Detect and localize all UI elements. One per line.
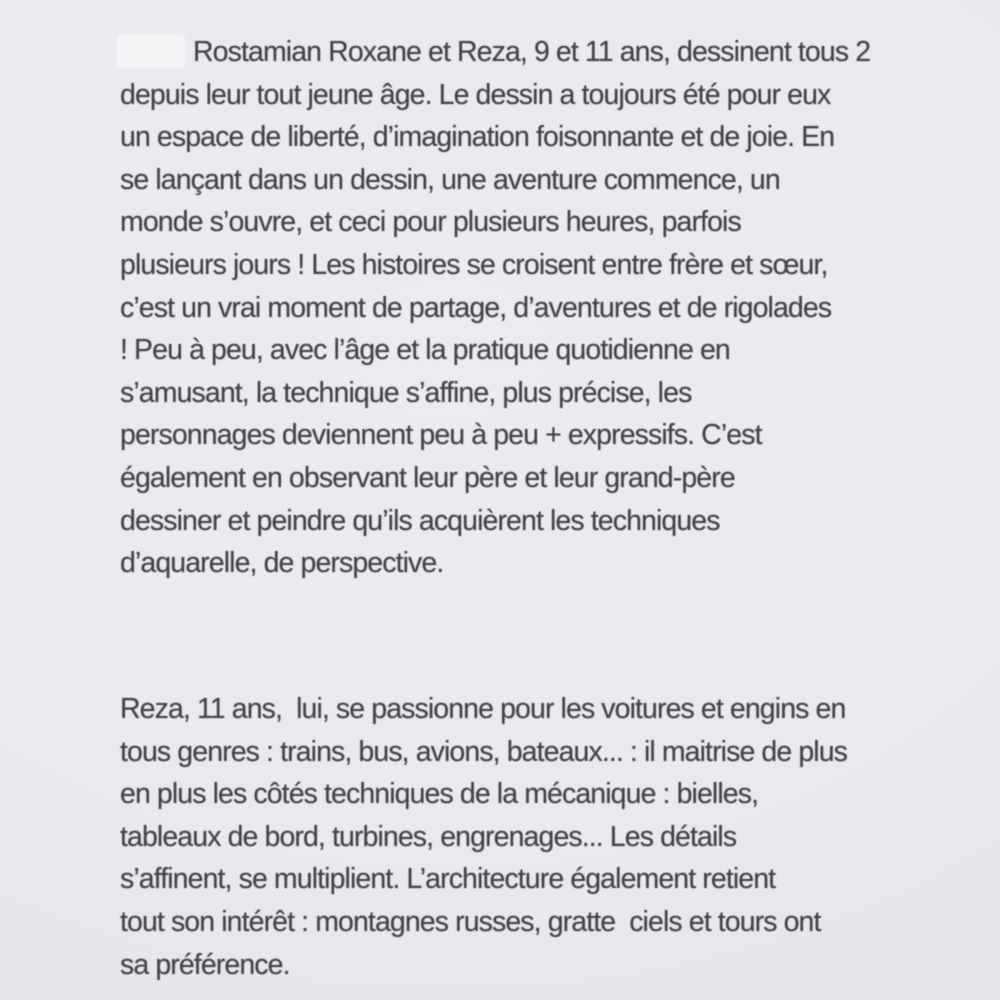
text-line: ! Peu à peu, avec l’âge et la pratique quotidienne en [120,334,730,367]
text-line: tous genres : trains, bus, avions, bateaux... : il maitrise de plus [120,735,848,768]
paragraph-reza [120,688,847,986]
text-line: Reza, 11 ans, lui, se passionne pour les voitures et engins en [120,693,846,725]
text-line: c’est un vrai moment de partage, d’aventures et de rigolades [120,291,832,324]
text-line: Rostamian Roxane et Reza, 9 et 11 ans, dessinent tous 2 [120,31,870,74]
text-line: tableaux de bord, turbines, engrenages... Les détails [120,820,737,853]
text-line: plusieurs jours ! Les histoires se croisent entre frère et sœur, [120,248,828,281]
text-line: tout son intérêt : montagnes russes, gratte ciels et tours ont [120,905,821,938]
text-line: sa préférence. [120,948,290,981]
text-line: depuis leur tout jeune âge. Le dessin a toujours été pour eux [120,78,831,111]
text-line: un espace de liberté, d’imagination foisonnante et de joie. En [120,121,835,154]
text-line: s’amusant, la technique s’affine, plus précise, les [120,376,692,409]
paragraph-intro [120,31,870,585]
text-line: d’aquarelle, de perspective. [120,547,444,580]
text-line: personnages deviennent peu à peu + expressifs. C’est [120,419,762,452]
text-line: en plus les côtés techniques de la mécanique : bielles, [120,778,759,811]
redacted-text-block [118,36,184,67]
text-line: se lançant dans un dessin, une aventure commence, un [120,163,780,196]
text-line: également en observant leur père et leur grand-père [120,461,735,494]
text-line: monde s’ouvre, et ceci pour plusieurs heures, parfois [120,206,741,239]
text-line: dessiner et peindre qu’ils acquièrent les techniques [120,504,720,537]
text-line: s’affinent, se multiplient. L’architecture également retient [120,863,776,896]
